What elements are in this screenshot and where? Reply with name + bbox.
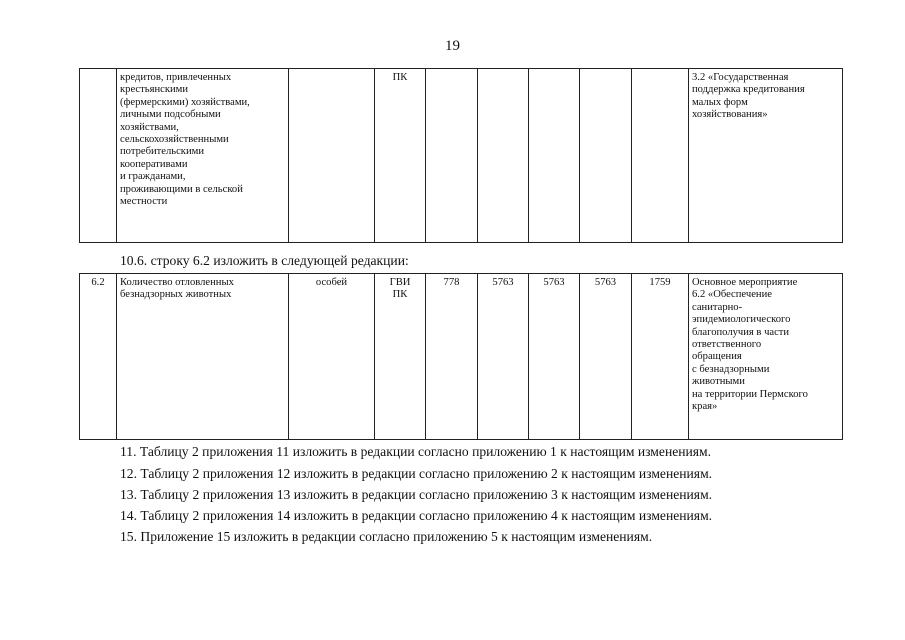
value-cell (478, 69, 529, 243)
indicator-table-row-6-2 (79, 273, 843, 440)
instruction-paragraph: 10.6. строку 6.2 изложить в следующей редакции: (120, 253, 409, 268)
value-cell: 1759 (632, 274, 689, 440)
value-cell (529, 69, 580, 243)
event-cell: Основное мероприятие 6.2 «Обеспечение санитарно- эпидемиологического благополучия в части ответственного обращения с безнадзорными животными на территории Пермского края» (689, 274, 843, 440)
event-cell: 3.2 «Государственная поддержка кредитования малых форм хозяйствования» (689, 69, 843, 243)
value-cell: 778 (426, 274, 478, 440)
value-cell (580, 69, 632, 243)
unit-cell: особей (289, 274, 375, 440)
table-row (80, 69, 843, 243)
indicator-name-cell: Количество отловленных безнадзорных животных (117, 274, 289, 440)
page-number: 19 (445, 38, 460, 54)
value-cell: 5763 (529, 274, 580, 440)
indicator-table-continuation (79, 68, 843, 243)
value-cell (632, 69, 689, 243)
value-cell (426, 69, 478, 243)
paragraph-14: 14. Таблицу 2 приложения 14 изложить в редакции согласно приложению 4 к настоящим изменениям. (120, 508, 713, 523)
paragraph-12: 12. Таблицу 2 приложения 12 изложить в редакции согласно приложению 2 к настоящим изменениям. (120, 466, 713, 481)
unit-cell (289, 69, 375, 243)
gvi-cell: ГВИ ПК (375, 274, 426, 440)
row-number-cell (80, 69, 117, 243)
paragraph-11: 11. Таблицу 2 приложения 11 изложить в редакции согласно приложению 1 к настоящим изменениям. (120, 444, 712, 459)
value-cell: 5763 (478, 274, 529, 440)
gvi-cell: ПК (375, 69, 426, 243)
paragraph-15: 15. Приложение 15 изложить в редакции согласно приложению 5 к настоящим изменениям. (120, 529, 653, 544)
value-cell: 5763 (580, 274, 632, 440)
indicator-name-cell: кредитов, привлеченных крестьянскими (фермерскими) хозяйствами, личными подсобными хозяйствами, сельскохозяйственными потребительскими кооперативами и гражданами, проживающими в сельской местности (117, 69, 289, 243)
table-row (80, 274, 843, 440)
row-number-cell: 6.2 (80, 274, 117, 440)
paragraph-13: 13. Таблицу 2 приложения 13 изложить в редакции согласно приложению 3 к настоящим изменениям. (120, 487, 713, 502)
